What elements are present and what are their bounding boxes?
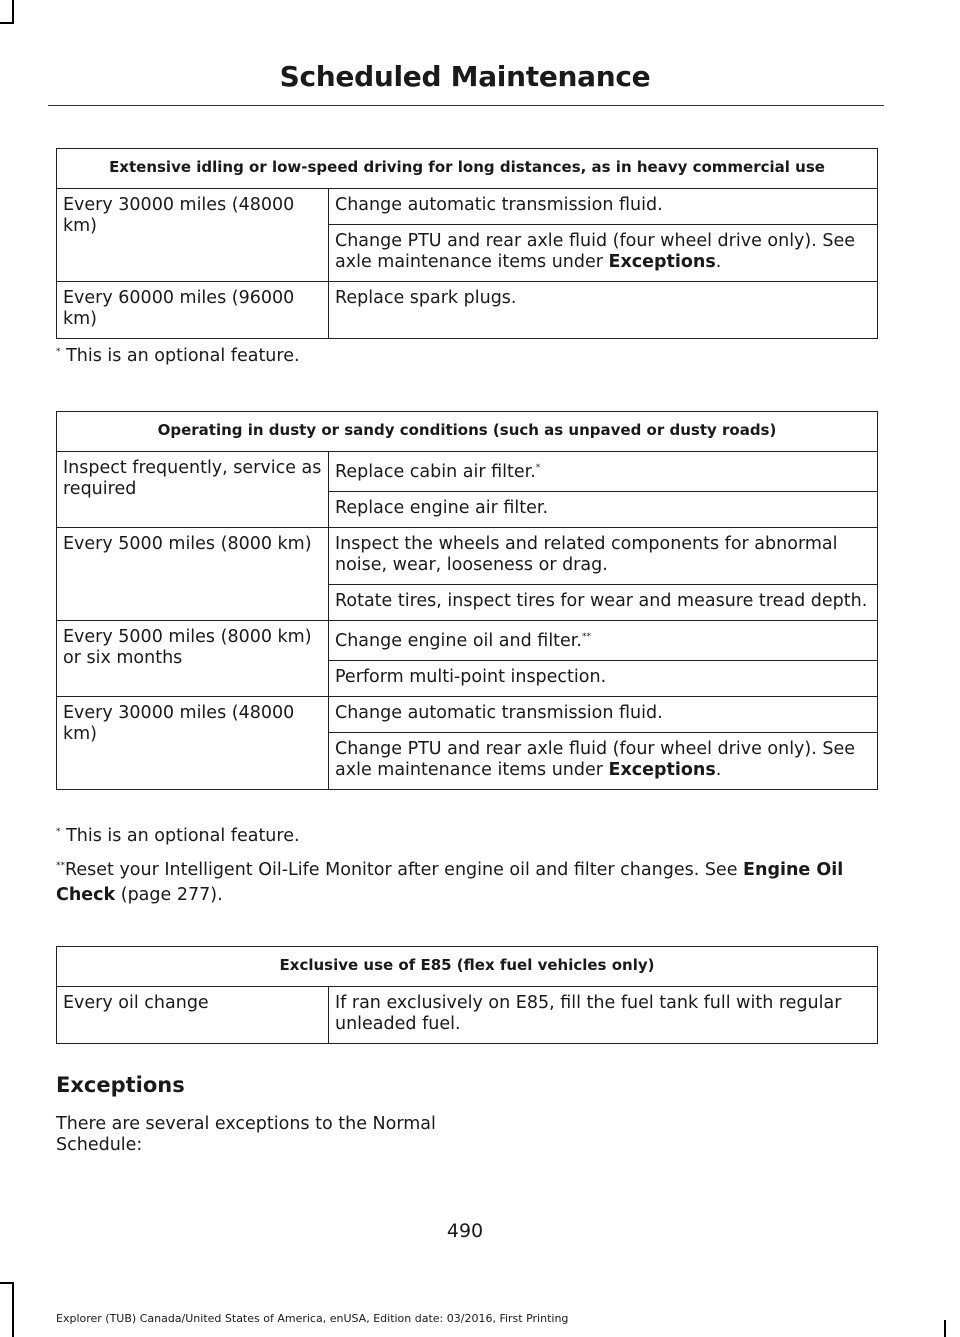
item-cell: Replace cabin air filter.*	[329, 452, 878, 492]
crop-mark	[12, 1282, 14, 1337]
item-cell: Change automatic transmission fluid.	[329, 697, 878, 733]
footnote-optional: * This is an optional feature.	[56, 346, 300, 366]
footnote-oil-life: **Reset your Intelligent Oil-Life Monitor after engine oil and filter changes. See Engine Oil Check (page 277).	[56, 860, 844, 905]
interval-cell: Every oil change	[57, 987, 329, 1044]
crop-mark	[12, 0, 14, 22]
item-cell: Change automatic transmission fluid.	[329, 189, 878, 225]
interval-cell: Every 60000 miles (96000 km)	[57, 282, 329, 339]
page-title: Scheduled Maintenance	[279, 60, 651, 93]
table-row	[57, 282, 878, 339]
crop-mark	[0, 1282, 14, 1284]
table-row	[57, 452, 878, 492]
footnote-optional: * This is an optional feature.	[56, 826, 300, 846]
table-row	[57, 621, 878, 661]
table-row	[57, 987, 878, 1044]
item-cell: Inspect the wheels and related components for abnormal noise, wear, looseness or drag.	[329, 528, 878, 585]
table-heading: Extensive idling or low-speed driving for long distances, as in heavy commercial use	[57, 149, 878, 189]
exceptions-link[interactable]: Exceptions	[608, 760, 716, 780]
crop-mark	[944, 1320, 946, 1337]
table-heading: Exclusive use of E85 (flex fuel vehicles only)	[57, 947, 878, 987]
interval-cell: Every 30000 miles (48000 km)	[57, 697, 329, 790]
item-cell: Replace spark plugs.	[329, 282, 878, 339]
item-cell: Change PTU and rear axle fluid (four wheel drive only). See axle maintenance items under Exceptions.	[329, 733, 878, 790]
table-row	[57, 528, 878, 585]
page-number: 490	[446, 1220, 484, 1242]
exceptions-heading: Exceptions	[56, 1073, 185, 1097]
interval-cell: Every 30000 miles (48000 km)	[57, 189, 329, 282]
interval-cell: Every 5000 miles (8000 km)	[57, 528, 329, 621]
table-row	[57, 189, 878, 225]
engine-oil-check-link[interactable]: Engine Oil Check	[56, 860, 844, 905]
item-cell: Change PTU and rear axle fluid (four wheel drive only). See axle maintenance items under Exceptions.	[329, 225, 878, 282]
item-cell: Change engine oil and filter.**	[329, 621, 878, 661]
title-divider	[48, 105, 884, 106]
maintenance-table-dusty	[56, 411, 878, 790]
exceptions-text: There are several exceptions to the Normal Schedule:	[56, 1114, 436, 1155]
crop-mark	[0, 22, 14, 24]
table-row	[57, 697, 878, 733]
interval-cell: Every 5000 miles (8000 km) or six months	[57, 621, 329, 697]
interval-cell: Inspect frequently, service as required	[57, 452, 329, 528]
table-heading: Operating in dusty or sandy conditions (such as unpaved or dusty roads)	[57, 412, 878, 452]
item-cell: Rotate tires, inspect tires for wear and measure tread depth.	[329, 585, 878, 621]
item-cell: Replace engine air filter.	[329, 492, 878, 528]
maintenance-table-idling	[56, 148, 878, 339]
item-cell: Perform multi-point inspection.	[329, 661, 878, 697]
footer-text: Explorer (TUB) Canada/United States of America, enUSA, Edition date: 03/2016, First Printing	[56, 1312, 569, 1325]
maintenance-table-e85	[56, 946, 878, 1044]
exceptions-link[interactable]: Exceptions	[608, 252, 716, 272]
item-cell: If ran exclusively on E85, fill the fuel tank full with regular unleaded fuel.	[329, 987, 878, 1044]
